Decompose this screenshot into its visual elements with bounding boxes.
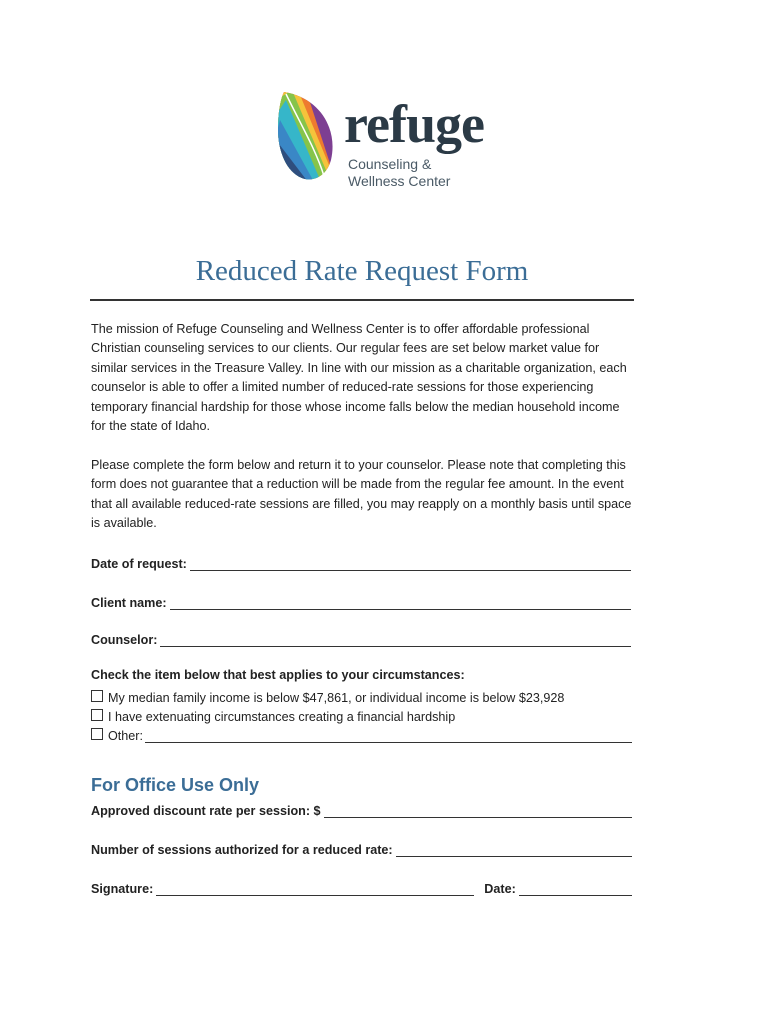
checklist-heading: Check the item below that best applies to your circumstances: [91, 668, 465, 682]
approved-rate-input-line[interactable] [324, 804, 632, 818]
sessions-authorized-field [91, 839, 632, 857]
instructions-paragraph: Please complete the form below and return it to your counselor. Please note that completing this form does not guarantee that a reduction will be made from the regular fee amount. In the event that all available reduced-rate sessions are filled, you may reapply on a monthly basis until space is available. [91, 458, 632, 531]
checkbox-income[interactable] [91, 690, 103, 702]
other-input-line[interactable] [145, 729, 632, 743]
checklist-item-other[interactable] [91, 725, 632, 743]
date-label: Date: [484, 882, 516, 896]
counselor-field [91, 629, 631, 647]
client-name-label: Client name: [91, 596, 167, 610]
checklist-item-income-label: My median family income is below $47,861, or individual income is below $23,928 [108, 691, 565, 705]
checkbox-other[interactable] [91, 728, 103, 740]
signature-label: Signature: [91, 882, 154, 896]
checklist-item-hardship-label: I have extenuating circumstances creating a financial hardship [108, 710, 456, 724]
checklist-item-income[interactable] [91, 687, 632, 705]
date-of-request-label: Date of request: [91, 557, 187, 571]
checkbox-hardship[interactable] [91, 709, 103, 721]
signature-input-line[interactable] [156, 882, 474, 896]
counselor-input-line[interactable] [160, 633, 631, 647]
sessions-authorized-input-line[interactable] [396, 843, 632, 857]
mission-paragraph: The mission of Refuge Counseling and Wellness Center is to offer affordable professional Christian counseling services to our clients. Our regular fees are set below market value for similar services in the Treasure Valley. In line with our mission as a charitable organization, each counselor is able to offer a limited number of reduced-rate sessions for those experiencing temporary financial hardship for those whose income falls below the median household income for the state of Idaho. [91, 322, 627, 434]
office-use-heading: For Office Use Only [91, 775, 260, 795]
logo-subtitle-line2: Wellness Center [348, 173, 451, 189]
checklist-item-other-label: Other: [108, 729, 143, 743]
signature-date-row [91, 878, 632, 896]
title-divider [90, 299, 634, 301]
approved-rate-field [91, 800, 632, 818]
approved-rate-label: Approved discount rate per session: $ [91, 804, 321, 818]
checklist-item-hardship[interactable] [91, 706, 632, 724]
logo-subtitle-line1: Counseling & [348, 156, 432, 172]
refuge-logo [276, 90, 506, 190]
date-of-request-input-line[interactable] [190, 557, 631, 571]
client-name-input-line[interactable] [170, 596, 631, 610]
client-name-field [91, 592, 631, 610]
counselor-label: Counselor: [91, 633, 158, 647]
date-input-line[interactable] [519, 882, 632, 896]
leaf-logo-icon [276, 90, 338, 182]
sessions-authorized-label: Number of sessions authorized for a reduced rate: [91, 843, 393, 857]
form-title: Reduced Rate Request Form [195, 255, 529, 287]
logo-wordmark: refuge [344, 94, 484, 154]
logo-subtitle [348, 156, 450, 190]
date-of-request-field [91, 553, 631, 571]
